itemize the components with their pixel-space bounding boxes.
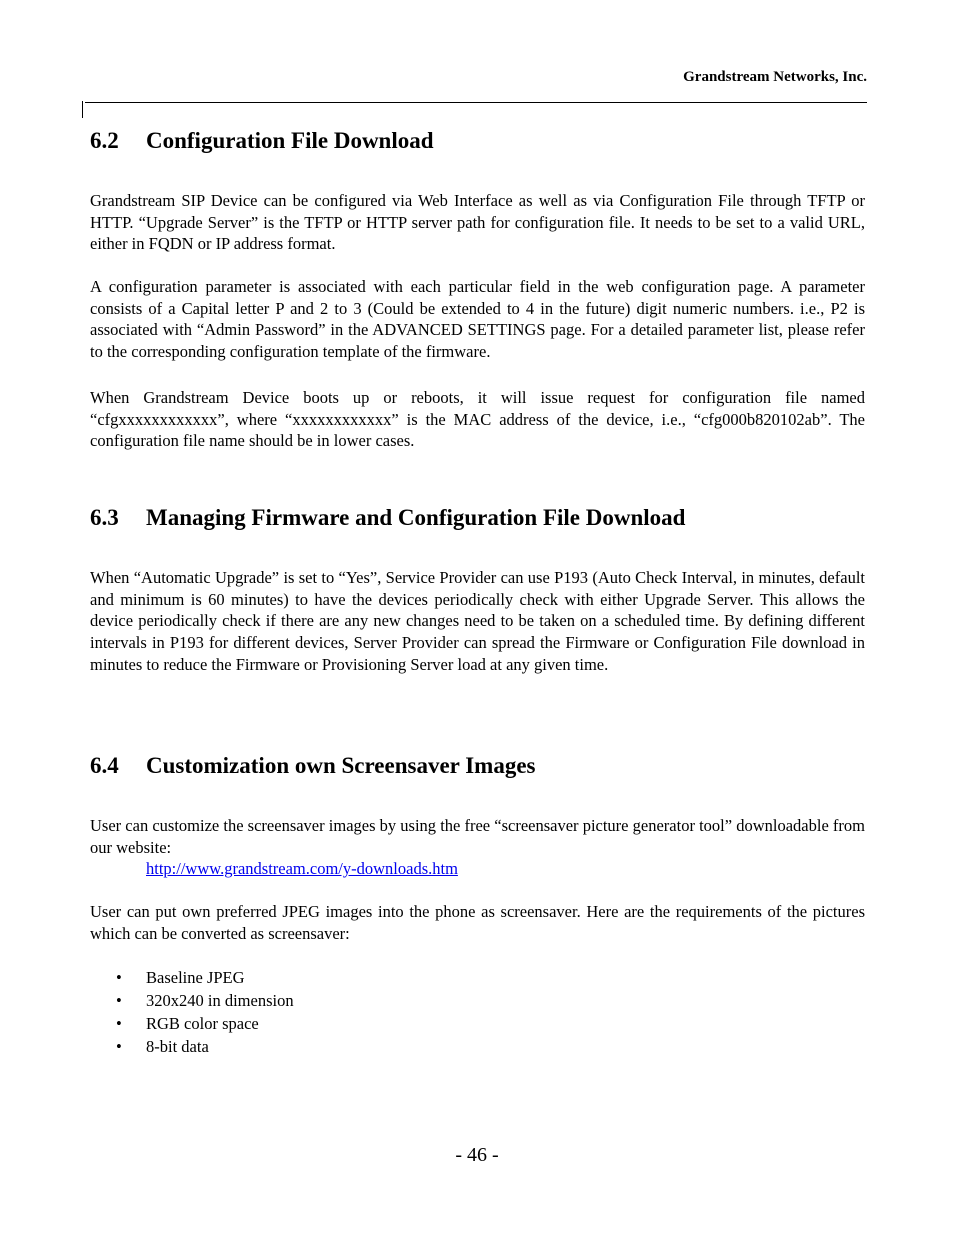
margin-change-bar	[82, 101, 83, 118]
requirements-list	[90, 966, 294, 1058]
paragraph: When “Automatic Upgrade” is set to “Yes”, Service Provider can use P193 (Auto Check Interval, in minutes, default and minimum is 60 minutes) to have the devices periodically check with either Upgrade Server. This allows the device periodically check if there are any new changes need to be taken on a scheduled time. By defining different intervals in P193 for different devices, Server Provider can spread the Firmware or Configuration File download in minutes to reduce the Firmware or Provisioning Server load at any given time.	[90, 568, 865, 674]
list-item	[90, 1035, 294, 1058]
bullet-icon: •	[116, 1037, 122, 1056]
list-item-text: Baseline JPEG	[146, 968, 245, 987]
section-number: 6.4	[90, 753, 119, 778]
page-number: - 46 -	[455, 1144, 499, 1166]
list-item	[90, 1012, 294, 1035]
list-item-text: 8-bit data	[146, 1037, 209, 1056]
header-company-name: Grandstream Networks, Inc.	[683, 69, 867, 85]
section-number: 6.3	[90, 505, 119, 530]
list-item-text: 320x240 in dimension	[146, 991, 294, 1010]
download-link[interactable]: http://www.grandstream.com/y-downloads.htm	[146, 859, 458, 878]
header-rule	[85, 102, 867, 103]
paragraph: User can customize the screensaver images by using the free “screensaver picture generator tool” downloadable from our website:	[90, 816, 865, 857]
section-6-3-heading	[90, 504, 685, 532]
list-item-text: RGB color space	[146, 1014, 259, 1033]
section-title: Configuration File Download	[146, 128, 434, 153]
section-6-4-heading	[90, 752, 535, 780]
section-title: Managing Firmware and Configuration File Download	[146, 505, 686, 530]
paragraph: User can put own preferred JPEG images into the phone as screensaver. Here are the requirements of the pictures which can be converted as screensaver:	[90, 902, 865, 943]
section-6-2-heading	[90, 127, 434, 155]
bullet-icon: •	[116, 991, 122, 1010]
paragraph: A configuration parameter is associated with each particular field in the web configuration page. A parameter consists of a Capital letter P and 2 to 3 (Could be extended to 4 in the future) digit numeric numbers. i.e., P2 is associated with “Admin Password” in the ADVANCED SETTINGS page. For a detailed parameter list, please refer to the corresponding configuration template of the firmware.	[90, 277, 865, 362]
paragraph: When Grandstream Device boots up or reboots, it will issue request for configuration file named “cfgxxxxxxxxxxxx”, where “xxxxxxxxxxxx” is the MAC address of the device, i.e., “cfg000b820102ab”. The configuration file name should be in lower cases.	[90, 388, 865, 451]
section-number: 6.2	[90, 128, 119, 153]
bullet-icon: •	[116, 968, 122, 987]
paragraph: Grandstream SIP Device can be configured via Web Interface as well as via Configuration File through TFTP or HTTP. “Upgrade Server” is the TFTP or HTTP server path for configuration file. It needs to be set to a valid URL, either in FQDN or IP address format.	[90, 191, 865, 254]
download-link-line	[146, 858, 458, 880]
section-title: Customization own Screensaver Images	[146, 753, 536, 778]
list-item	[90, 966, 294, 989]
list-item	[90, 989, 294, 1012]
bullet-icon: •	[116, 1014, 122, 1033]
